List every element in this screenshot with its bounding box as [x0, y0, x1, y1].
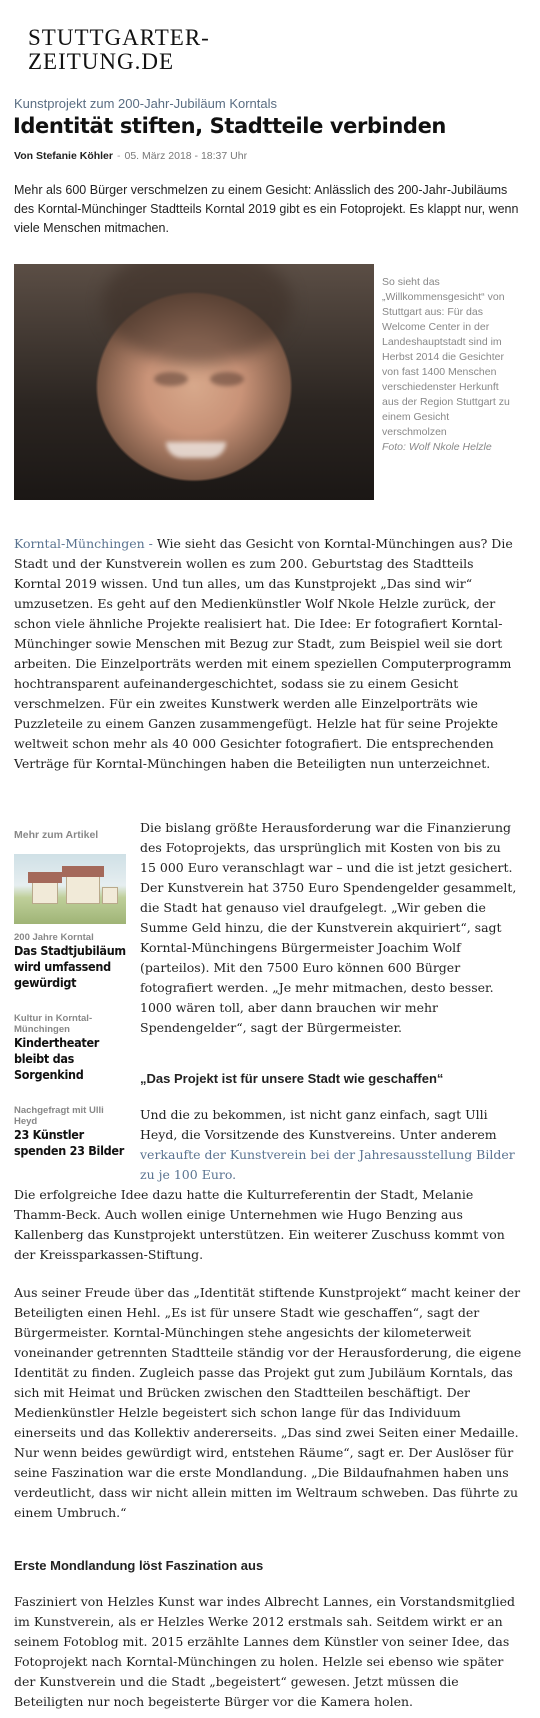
paragraph-3-before: Und die zu bekommen, ist nicht ganz einfach, sagt Ulli Heyd, die Vorsitzende des Kunstvereins. Unter anderem — [140, 1107, 497, 1142]
dateline-link[interactable]: Korntal-Münchingen - — [14, 536, 153, 551]
paragraph-1-text: Wie sieht das Gesicht von Korntal-Münchingen aus? Die Stadt und der Kunstverein wollen es zum 200. Geburtstag des Stadtteils Korntal 2019 wissen. Und tun alles, um das Kunstprojekt „Das sind wir“ umzusetzen. Es geht auf den Medienkünstler Wolf Nkole Helzle zurück, der schon viele ähnliche Projekte realisiert hat. Die Idee: Er fotografiert Korntal-Münchinger sowie Menschen mit Bezug zur Stadt, zum Beispiel weil sie dort arbeiten. Die Einzelporträts werden mit einem speziellen Computerprogramm hochtransparent aufeinandergeschichtet, sodass sie zu einem Gesicht verschmelzen. Für ein zweites Kunstwerk werden alle Einzelporträts wie Puzzleteile zu einem Ganzen zusammengefügt. Helzle hat für seine Projekte weltweit schon mehr als 40 000 Gesichter fotografiert. Die entsprechenden Verträge für Korntal-Münchingen haben die Beteiligten nun unterzeichnet. — [14, 536, 513, 771]
logo-line-1: STUTTGARTER- — [28, 25, 210, 50]
related-item-1[interactable] — [14, 932, 126, 991]
logo-line-2: ZEITUNG.DE — [28, 49, 175, 74]
photo-caption-text: So sieht das „Willkommensgesicht“ von Stuttgart aus: Für das Welcome Center in der Landeshauptstadt sind im Herbst 2014 die Gesichter von fast 1400 Menschen verschiedenster Herkunft aus der Region Stuttgart zu einem Gesicht verschmolzen — [382, 276, 510, 438]
related-item-meta: 200 Jahre Korntal — [14, 932, 94, 943]
photo-hair — [102, 264, 292, 364]
paragraph-3-after: Die erfolgreiche Idee dazu hatte die Kulturreferentin der Stadt, Melanie Thamm-Beck. Auch wollen einige Unternehmen wie Hugo Benzing aus Kallenberg das Kunstprojekt unterstützen. Ein weiterer Zuschuss kommt von der Kreissparkassen-Stiftung. — [14, 1187, 505, 1262]
paragraph-2: Die bislang größte Herausforderung war die Finanzierung des Fotoprojekts, das ursprünglich mit Kosten von bis zu 15 000 Euro veranschlagt war – und die ist jetzt gesichert. Der Kunstverein hat 3750 Euro Spendengelder gesammelt, die Stadt hat genauso viel draufgelegt. „Wir geben die Summe Geld hinzu, die der Kunstverein akquiriert“, sagt Korntal-Münchingens Bürgermeister Joachim Wolf (parteilos). Mit den 7500 Euro können 600 Bürger fotografiert werden. „Je mehr mitmachen, desto besser. 1000 wären toll, aber dann brauchen wir mehr Spendengelder“, sagt der Bürgermeister. — [140, 820, 517, 1035]
subheading-1: „Das Projekt ist für unsere Stadt wie geschaffen“ — [140, 1071, 444, 1086]
sidebar-label: Mehr zum Artikel — [14, 829, 99, 841]
related-articles-sidebar — [14, 829, 126, 1159]
paragraph-4: Aus seiner Freude über das „Identität stiftende Kunstprojekt“ macht keiner der Beteiligten einen Hehl. „Es ist für unsere Stadt wie geschaffen“, sagt der Bürgermeister. Korntal-Münchingen stehe angesichts der kilometerweit voneinander getrennten Stadtteile ständig vor der Herausforderung, die eigene Identität zu finden. Zugleich passe das Projekt gut zum Jubiläum Korntals, das sich mit Heimat und Brücken zwischen den Stadtteilen beschäftigt. Der Medienkünstler Helzle begeistert sich schon lange für das Individuum einerseits und das Kollektiv andererseits. „Das sind zwei Seiten einer Medaille. Nur wenn beides gewürdigt wird, entstehen Räume“, sagt er. Der Auslöser für seine Faszination war die erste Mondlandung. „Die Bildaufnahmen haben uns verdeutlicht, dass wir nicht allein mitten im Weltraum schweben. Das führte zu einem Umbruch.“ — [14, 1285, 522, 1520]
byline-author: Von Stefanie Köhler — [14, 150, 113, 162]
site-logo[interactable] — [28, 26, 210, 74]
related-item-title[interactable]: Das Stadtjubiläum wird umfassend gewürdigt — [14, 943, 126, 990]
subheading-2: Erste Mondlandung löst Faszination aus — [14, 1558, 264, 1573]
byline-date: 05. März 2018 - 18:37 Uhr — [124, 150, 248, 162]
photo-right-eye — [210, 372, 244, 386]
related-item-meta: Kultur in Korntal-Münchingen — [14, 1013, 93, 1035]
byline — [14, 150, 247, 162]
photo-credit: Foto: Wolf Nkole Helzle — [382, 441, 492, 453]
related-item-2[interactable] — [14, 1013, 126, 1083]
related-item-meta: Nachgefragt mit Ulli Heyd — [14, 1105, 104, 1127]
paragraph-3-bottom — [14, 1185, 522, 1265]
article-kicker: Kunstprojekt zum 200-Jahr-Jubiläum Korntals — [14, 96, 278, 111]
photo-caption — [382, 275, 512, 455]
related-item-3[interactable] — [14, 1105, 126, 1159]
paragraph-3-top — [140, 1105, 522, 1185]
article-photo[interactable] — [14, 264, 374, 500]
related-item-title[interactable]: Kindertheater bleibt das Sorgenkind — [14, 1035, 100, 1082]
photo-mouth — [166, 442, 226, 458]
paragraph-5: Fasziniert von Helzles Kunst war indes Albrecht Lannes, ein Vorstandsmitglied im Kunstverein, als er Helzles Werke 2012 erstmals sah. Seitdem wirkt er an seinem Fotoblog mit. 2015 erzählte Lannes dem Künstler von seiner Idee, das Fotoprojekt nach Korntal-Münchingen zu holen. Helzle sei ebenso wie später der Kunstverein und die Stadt „begeistert“ gewesen. Jetzt müssen die Beteiligten nur noch begeisterte Bürger vor die Kamera holen. — [14, 1594, 515, 1709]
exhibition-link[interactable]: verkaufte der Kunstverein bei der Jahresausstellung Bilder zu je 100 Euro. — [140, 1147, 515, 1182]
article-headline: Identität stiften, Stadtteile verbinden — [13, 114, 446, 138]
byline-separator: - — [117, 150, 121, 162]
related-item-title[interactable]: 23 Künstler spenden 23 Bilder — [14, 1127, 124, 1158]
paragraph-1 — [14, 534, 522, 774]
photo-left-eye — [154, 372, 188, 386]
article-teaser: Mehr als 600 Bürger verschmelzen zu einem Gesicht: Anlässlich des 200-Jahr-Jubiläums des Korntal-Münchinger Stadtteils Korntal 2019 gibt es ein Fotoprojekt. Es klappt nur, wenn viele Menschen mitmachen. — [14, 183, 519, 235]
related-thumbnail[interactable] — [14, 854, 126, 924]
